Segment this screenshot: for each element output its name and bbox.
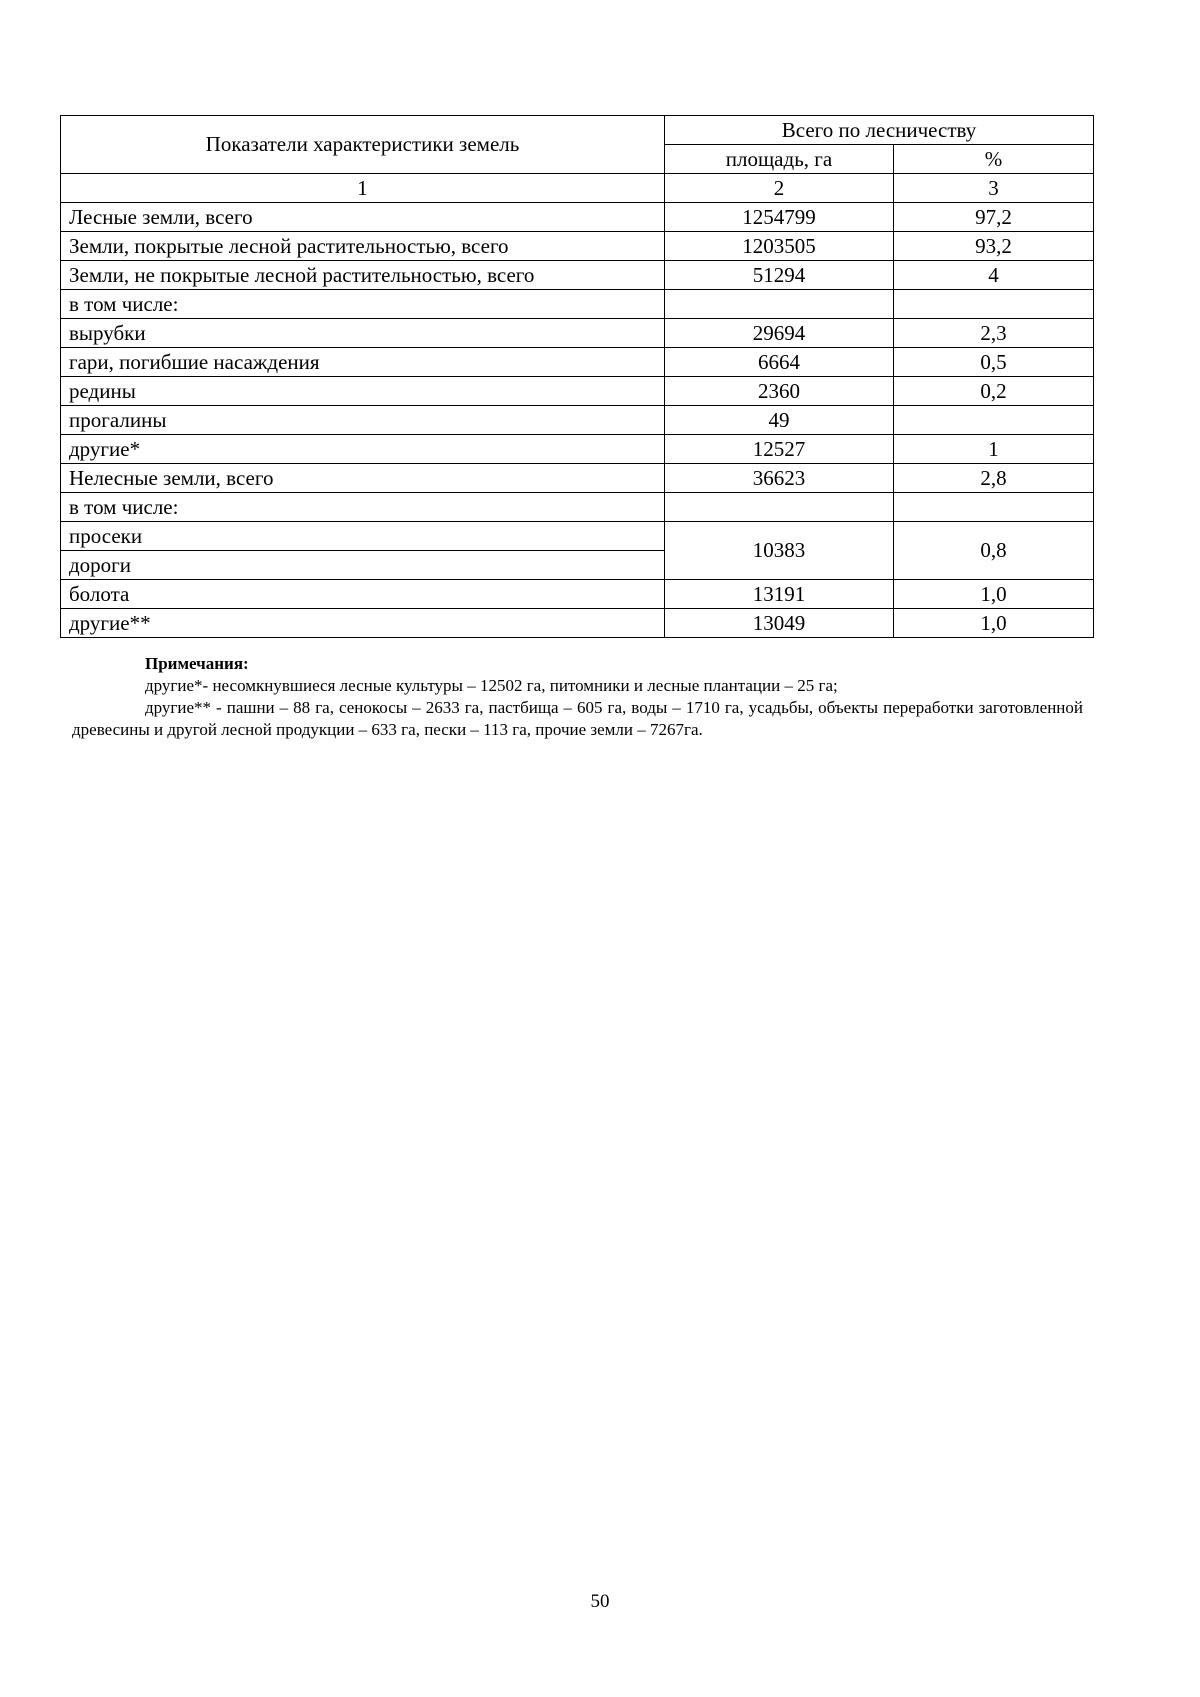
row-percent <box>894 406 1094 435</box>
table-row <box>61 319 1094 348</box>
row-label: просеки <box>61 522 665 551</box>
row-area: 29694 <box>665 319 894 348</box>
row-label: болота <box>61 580 665 609</box>
table-row <box>61 435 1094 464</box>
row-area: 6664 <box>665 348 894 377</box>
table-row <box>61 348 1094 377</box>
row-area <box>665 493 894 522</box>
row-label: в том числе: <box>61 493 665 522</box>
table-row <box>61 580 1094 609</box>
table-row <box>61 203 1094 232</box>
row-percent: 97,2 <box>894 203 1094 232</box>
page-number: 50 <box>590 1591 610 1612</box>
row-percent: 2,3 <box>894 319 1094 348</box>
table-row <box>61 377 1094 406</box>
column-number-row <box>61 174 1094 203</box>
row-label: в том числе: <box>61 290 665 319</box>
row-area <box>665 290 894 319</box>
column-number-2: 2 <box>665 174 894 203</box>
header-row-top <box>61 116 1094 145</box>
row-percent: 0,2 <box>894 377 1094 406</box>
row-area: 10383 <box>665 522 894 580</box>
row-percent <box>894 290 1094 319</box>
row-area: 13049 <box>665 609 894 638</box>
table-row <box>61 232 1094 261</box>
row-label: Лесные земли, всего <box>61 203 665 232</box>
table-row <box>61 609 1094 638</box>
row-percent: 1,0 <box>894 609 1094 638</box>
note-other-forest: другие*- несомкнувшиеся лесные культуры – 12502 га, питомники и лесные плантации – 25 га; <box>145 676 838 695</box>
notes-title: Примечания: <box>145 654 249 673</box>
note-other-nonforest: другие** - пашни – 88 га, сенокосы – 2633 га, пастбища – 605 га, воды – 1710 га, усадьбы, объекты переработки заготовленной древесины и другой лесной продукции – 633 га, пески – 113 га, прочие земли – 7267га. <box>72 698 1083 739</box>
land-characteristics-table <box>60 115 1094 638</box>
row-area: 1254799 <box>665 203 894 232</box>
row-area: 49 <box>665 406 894 435</box>
row-label: Нелесные земли, всего <box>61 464 665 493</box>
row-label: вырубки <box>61 319 665 348</box>
notes-section <box>72 653 1083 741</box>
row-label: другие* <box>61 435 665 464</box>
row-area: 1203505 <box>665 232 894 261</box>
table-row <box>61 290 1094 319</box>
row-area: 13191 <box>665 580 894 609</box>
row-percent <box>894 493 1094 522</box>
indicator-header: Показатели характеристики земель <box>61 116 665 174</box>
row-percent: 2,8 <box>894 464 1094 493</box>
row-area: 12527 <box>665 435 894 464</box>
row-label: другие** <box>61 609 665 638</box>
column-number-1: 1 <box>61 174 665 203</box>
area-header: площадь, га <box>665 145 894 174</box>
column-number-3: 3 <box>894 174 1094 203</box>
row-label: гари, погибшие насаждения <box>61 348 665 377</box>
table-row <box>61 464 1094 493</box>
forestry-total-header: Всего по лесничеству <box>665 116 1094 145</box>
row-percent: 1,0 <box>894 580 1094 609</box>
table-row <box>61 261 1094 290</box>
table-row-merged <box>61 522 1094 551</box>
row-percent: 0,5 <box>894 348 1094 377</box>
row-percent: 93,2 <box>894 232 1094 261</box>
row-area: 2360 <box>665 377 894 406</box>
row-percent: 1 <box>894 435 1094 464</box>
row-area: 36623 <box>665 464 894 493</box>
table-row <box>61 406 1094 435</box>
percent-header: % <box>894 145 1094 174</box>
row-percent: 0,8 <box>894 522 1094 580</box>
row-label: редины <box>61 377 665 406</box>
row-percent: 4 <box>894 261 1094 290</box>
table-row <box>61 493 1094 522</box>
row-label: Земли, покрытые лесной растительностью, всего <box>61 232 665 261</box>
row-label: Земли, не покрытые лесной растительностью, всего <box>61 261 665 290</box>
row-label: прогалины <box>61 406 665 435</box>
row-label: дороги <box>61 551 665 580</box>
row-area: 51294 <box>665 261 894 290</box>
